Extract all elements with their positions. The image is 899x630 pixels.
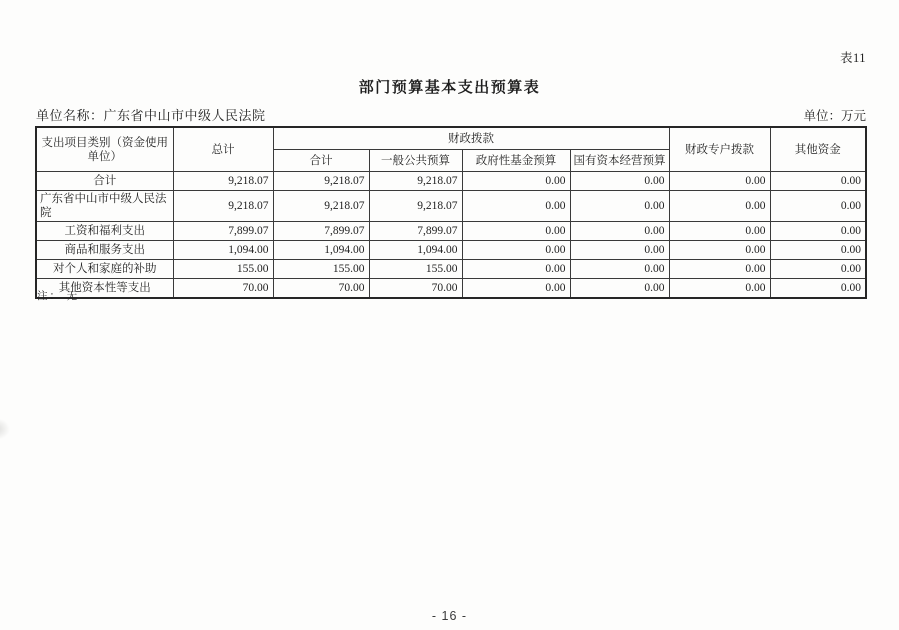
value-cell: 0.00 bbox=[669, 260, 770, 279]
table-row bbox=[36, 241, 866, 260]
table-number-tag: 表11 bbox=[839, 51, 866, 65]
value-cell: 1,094.00 bbox=[173, 241, 273, 260]
header-grand-total: 总计 bbox=[173, 127, 273, 172]
value-cell: 0.00 bbox=[462, 222, 570, 241]
table-row bbox=[36, 279, 866, 299]
value-cell: 70.00 bbox=[369, 279, 462, 299]
unit-name-label: 单位名称：广东省中山市中级人民法院 bbox=[36, 108, 266, 123]
row-label-cell: 商品和服务支出 bbox=[36, 241, 173, 260]
header-fiscal-sub-total: 合计 bbox=[273, 150, 369, 172]
value-cell: 9,218.07 bbox=[273, 191, 369, 222]
header-row-1 bbox=[36, 127, 866, 150]
table-row bbox=[36, 260, 866, 279]
value-cell: 0.00 bbox=[570, 279, 669, 299]
value-cell: 0.00 bbox=[570, 191, 669, 222]
value-cell: 0.00 bbox=[462, 241, 570, 260]
value-cell: 9,218.07 bbox=[369, 172, 462, 191]
value-cell: 7,899.07 bbox=[369, 222, 462, 241]
value-cell: 7,899.07 bbox=[173, 222, 273, 241]
value-cell: 0.00 bbox=[669, 279, 770, 299]
value-cell: 0.00 bbox=[669, 222, 770, 241]
footnote: 注： 无 bbox=[37, 291, 80, 302]
header-government-fund-budget: 政府性基金预算 bbox=[462, 150, 570, 172]
header-other-funds: 其他资金 bbox=[770, 127, 866, 172]
header-fiscal-appropriation-group: 财政拨款 bbox=[273, 127, 669, 150]
value-cell: 0.00 bbox=[462, 191, 570, 222]
header-fiscal-special-account: 财政专户拨款 bbox=[669, 127, 770, 172]
page-number: - 16 - bbox=[431, 609, 468, 623]
value-cell: 9,218.07 bbox=[173, 191, 273, 222]
value-cell: 0.00 bbox=[770, 222, 866, 241]
value-cell: 0.00 bbox=[669, 191, 770, 222]
value-cell: 155.00 bbox=[173, 260, 273, 279]
table-row bbox=[36, 172, 866, 191]
value-cell: 155.00 bbox=[369, 260, 462, 279]
unit-measure-label: 单位：万元 bbox=[803, 109, 866, 123]
value-cell: 1,094.00 bbox=[273, 241, 369, 260]
row-label-cell: 其他资本性等支出 bbox=[36, 279, 173, 299]
page-title: 部门预算基本支出预算表 bbox=[358, 80, 541, 96]
budget-table bbox=[35, 126, 867, 299]
row-label-cell: 工资和福利支出 bbox=[36, 222, 173, 241]
row-label-cell: 合计 bbox=[36, 172, 173, 191]
value-cell: 0.00 bbox=[770, 279, 866, 299]
table-body bbox=[36, 172, 866, 299]
value-cell: 9,218.07 bbox=[369, 191, 462, 222]
table-row bbox=[36, 222, 866, 241]
value-cell: 0.00 bbox=[669, 241, 770, 260]
table-header bbox=[36, 127, 866, 172]
scan-artifact bbox=[0, 418, 10, 440]
value-cell: 0.00 bbox=[462, 279, 570, 299]
value-cell: 0.00 bbox=[770, 241, 866, 260]
value-cell: 70.00 bbox=[273, 279, 369, 299]
value-cell: 7,899.07 bbox=[273, 222, 369, 241]
header-general-public-budget: 一般公共预算 bbox=[369, 150, 462, 172]
value-cell: 9,218.07 bbox=[273, 172, 369, 191]
value-cell: 1,094.00 bbox=[369, 241, 462, 260]
table-meta-row bbox=[36, 105, 866, 124]
value-cell: 0.00 bbox=[570, 260, 669, 279]
value-cell: 0.00 bbox=[770, 172, 866, 191]
value-cell: 0.00 bbox=[570, 222, 669, 241]
row-label-cell: 对个人和家庭的补助 bbox=[36, 260, 173, 279]
value-cell: 9,218.07 bbox=[173, 172, 273, 191]
header-state-capital-budget: 国有资本经营预算 bbox=[570, 150, 669, 172]
value-cell: 0.00 bbox=[570, 241, 669, 260]
table-row bbox=[36, 191, 866, 222]
value-cell: 0.00 bbox=[462, 260, 570, 279]
value-cell: 0.00 bbox=[462, 172, 570, 191]
value-cell: 70.00 bbox=[173, 279, 273, 299]
value-cell: 0.00 bbox=[669, 172, 770, 191]
value-cell: 0.00 bbox=[570, 172, 669, 191]
value-cell: 0.00 bbox=[770, 260, 866, 279]
value-cell: 0.00 bbox=[770, 191, 866, 222]
row-label-cell: 广东省中山市中级人民法院 bbox=[36, 191, 173, 222]
header-category: 支出项目类别（资金使用单位） bbox=[36, 127, 173, 172]
value-cell: 155.00 bbox=[273, 260, 369, 279]
